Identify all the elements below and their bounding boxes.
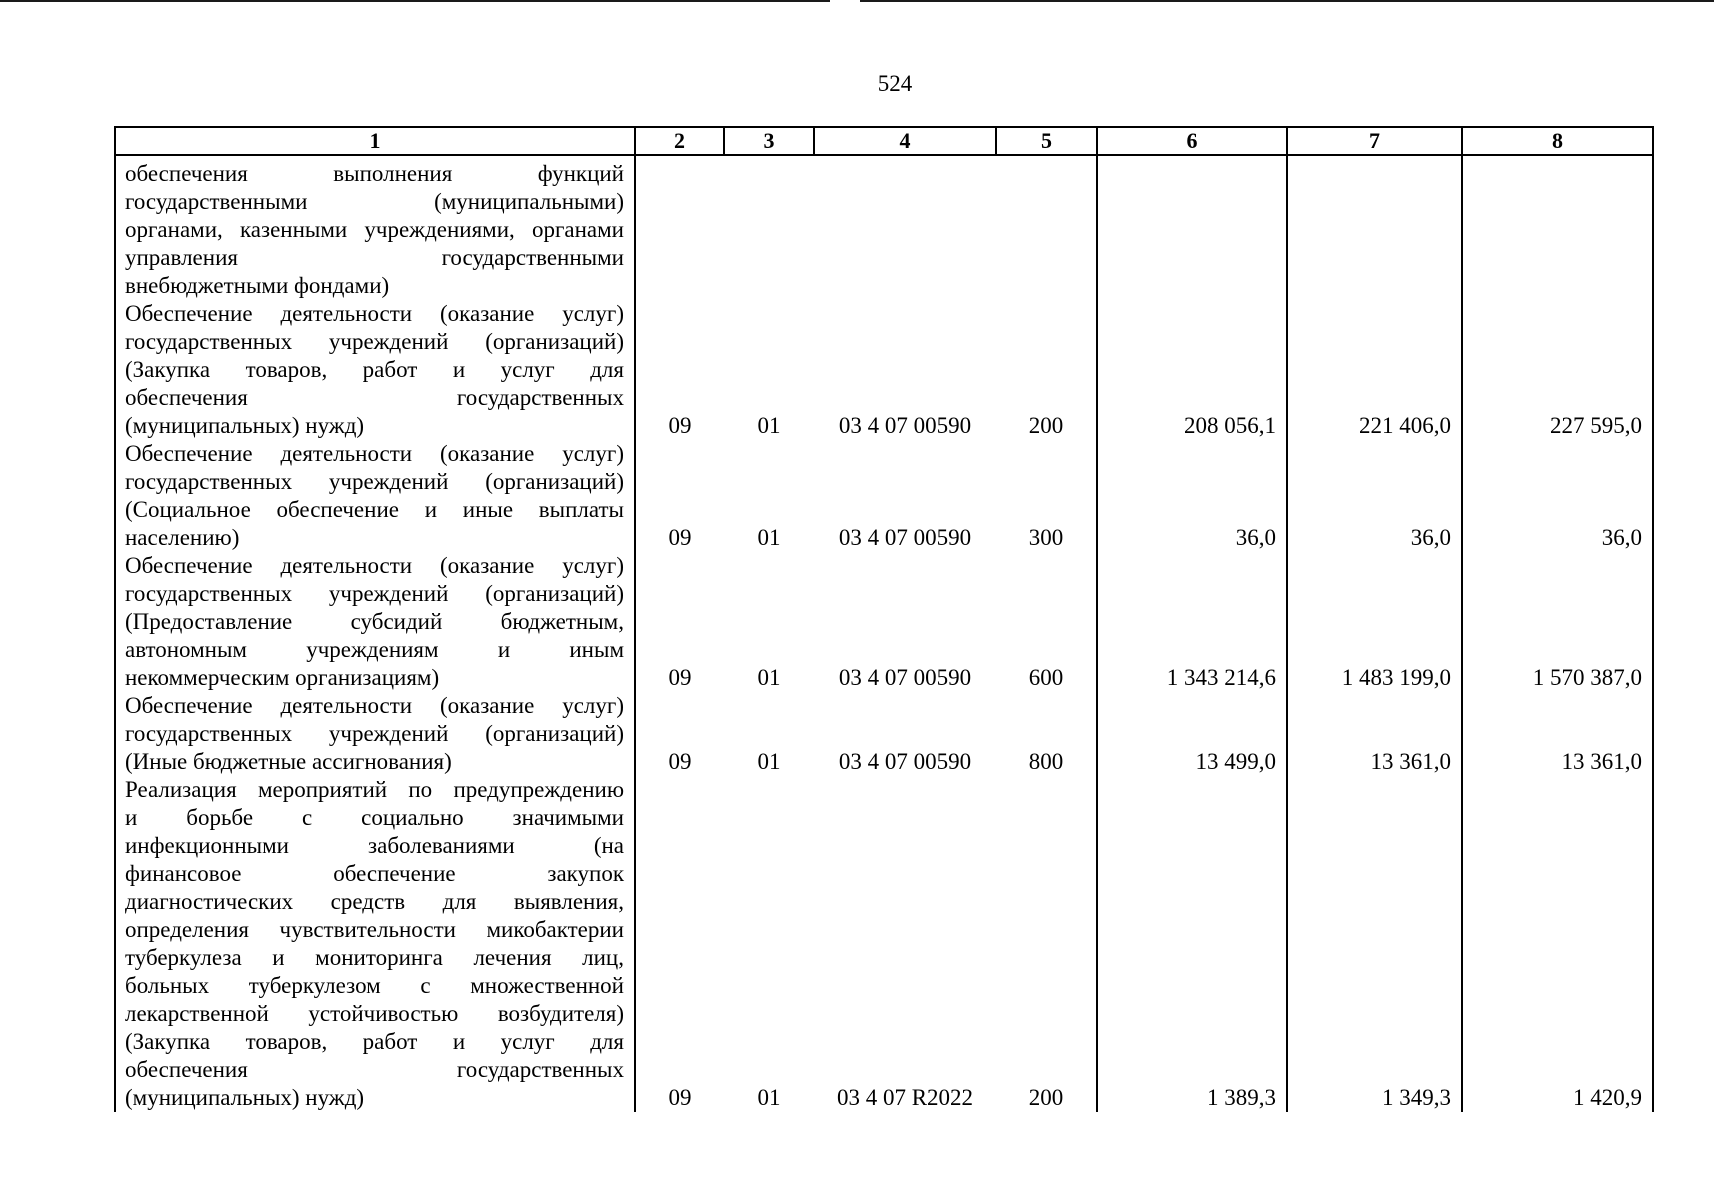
table-row (115, 155, 1653, 300)
amount-col6-cell: 208 056,1 (1097, 300, 1287, 440)
expense-name-line: внебюджетными фондами) (125, 273, 390, 298)
target-article-cell: 03 4 07 R2022 (836, 1085, 974, 1110)
table-body (115, 155, 1653, 1112)
section-code-cell: 09 (635, 552, 724, 692)
amount-col8-cell (1462, 155, 1653, 300)
expense-name-line: некоммерческим организациям) (125, 665, 440, 690)
amount-col6-cell: 13 499,0 (1097, 692, 1287, 776)
expense-name-line: обеспечения государственных (125, 1057, 624, 1082)
expense-name-line: (Социальное обеспечение и иные выплаты (125, 497, 624, 522)
expense-name-line: государственных учреждений (организаций) (125, 469, 624, 494)
expense-name-line: обеспечения выполнения функций (125, 161, 624, 186)
expense-name-line: государственных учреждений (организаций) (125, 721, 624, 746)
expense-name-line: Обеспечение деятельности (оказание услуг) (125, 301, 624, 326)
scan-top-rule-right (860, 0, 1714, 2)
header-row (115, 127, 1653, 155)
amount-col8-cell: 1 570 387,0 (1462, 552, 1653, 692)
table-row (115, 776, 1653, 1112)
amount-col7-cell: 1 483 199,0 (1287, 552, 1462, 692)
target-article-cell: 03 4 07 00590 (838, 749, 972, 774)
subsection-code-cell: 01 (757, 525, 781, 550)
section-code-cell (635, 155, 724, 300)
expense-type-cell: 200 (996, 776, 1097, 1112)
subsection-code-cell: 01 (757, 413, 781, 438)
expense-name-line: (муниципальных) нужд) (125, 413, 365, 438)
target-article-cell: 03 4 07 00590 (838, 665, 972, 690)
expense-name-line: государственных учреждений (организаций) (125, 329, 624, 354)
expense-name-cell (115, 552, 635, 692)
expense-name-cell (115, 155, 635, 300)
expense-name-line: Обеспечение деятельности (оказание услуг) (125, 693, 624, 718)
expense-name-line: больных туберкулезом с множественной (125, 973, 624, 998)
table-row (115, 300, 1653, 440)
column-header-3: 3 (724, 127, 814, 155)
amount-col7-cell: 221 406,0 (1287, 300, 1462, 440)
table-row (115, 440, 1653, 552)
column-header-1: 1 (115, 127, 635, 155)
target-article-cell (814, 155, 996, 300)
section-code-cell: 09 (635, 300, 724, 440)
column-header-7: 7 (1287, 127, 1462, 155)
expense-name-line: государственных учреждений (организаций) (125, 581, 624, 606)
amount-col8-cell: 1 420,9 (1462, 776, 1653, 1112)
amount-col7-cell: 13 361,0 (1287, 692, 1462, 776)
amount-col8-cell: 227 595,0 (1462, 300, 1653, 440)
expense-type-cell (996, 155, 1097, 300)
expense-name-line: (Закупка товаров, работ и услуг для (125, 357, 624, 382)
expense-name-line: автономным учреждениям и иным (125, 637, 624, 662)
amount-col7-cell (1287, 155, 1462, 300)
amount-col7-cell: 36,0 (1287, 440, 1462, 552)
expense-type-cell: 300 (996, 440, 1097, 552)
expense-type-cell: 800 (996, 692, 1097, 776)
expense-name-line: органами, казенными учреждениями, органами (125, 217, 624, 242)
expense-name-line: государственными (муниципальными) (125, 189, 624, 214)
expense-name-line: (муниципальных) нужд) (125, 1085, 365, 1110)
expense-name-line: диагностических средств для выявления, (125, 889, 624, 914)
expense-name-cell (115, 776, 635, 1112)
column-header-8: 8 (1462, 127, 1653, 155)
expense-name-line: (Предоставление субсидий бюджетным, (125, 609, 624, 634)
expense-name-line: лекарственной устойчивостью возбудителя) (125, 1001, 624, 1026)
budget-table (114, 126, 1654, 1112)
subsection-code-cell: 01 (757, 665, 781, 690)
amount-col6-cell (1097, 155, 1287, 300)
expense-name-line: управления государственными (125, 245, 624, 270)
subsection-code-cell: 01 (757, 1085, 781, 1110)
section-code-cell: 09 (635, 440, 724, 552)
expense-name-cell (115, 692, 635, 776)
expense-name-line: обеспечения государственных (125, 385, 624, 410)
table-row (115, 692, 1653, 776)
expense-name-cell (115, 440, 635, 552)
column-header-5: 5 (996, 127, 1097, 155)
amount-col6-cell: 1 389,3 (1097, 776, 1287, 1112)
expense-name-line: финансовое обеспечение закупок (125, 861, 624, 886)
expense-name-cell (115, 300, 635, 440)
column-header-6: 6 (1097, 127, 1287, 155)
expense-name-line: (Иные бюджетные ассигнования) (125, 749, 452, 774)
expense-name-line: Обеспечение деятельности (оказание услуг) (125, 553, 624, 578)
expense-name-line: Обеспечение деятельности (оказание услуг) (125, 441, 624, 466)
subsection-code-cell: 01 (757, 749, 781, 774)
subsection-code-cell (724, 155, 814, 300)
amount-col6-cell: 1 343 214,6 (1097, 552, 1287, 692)
page-number: 524 (877, 71, 913, 96)
section-code-cell: 09 (635, 692, 724, 776)
column-header-4: 4 (814, 127, 996, 155)
expense-name-line: и борьбе с социально значимыми (125, 805, 624, 830)
expense-name-line: населению) (125, 525, 240, 550)
amount-col6-cell: 36,0 (1097, 440, 1287, 552)
scan-top-rule-left (0, 0, 830, 2)
amount-col7-cell: 1 349,3 (1287, 776, 1462, 1112)
expense-name-line: туберкулеза и мониторинга лечения лиц, (125, 945, 624, 970)
expense-type-cell: 200 (996, 300, 1097, 440)
expense-name-line: определения чувствительности микобактерии (125, 917, 624, 942)
target-article-cell: 03 4 07 00590 (838, 525, 972, 550)
table-row (115, 552, 1653, 692)
expense-type-cell: 600 (996, 552, 1097, 692)
amount-col8-cell: 13 361,0 (1462, 692, 1653, 776)
target-article-cell: 03 4 07 00590 (838, 413, 972, 438)
expense-name-line: Реализация мероприятий по предупреждению (125, 777, 624, 802)
amount-col8-cell: 36,0 (1462, 440, 1653, 552)
expense-name-line: инфекционными заболеваниями (на (125, 833, 624, 858)
column-header-2: 2 (635, 127, 724, 155)
section-code-cell: 09 (635, 776, 724, 1112)
expense-name-line: (Закупка товаров, работ и услуг для (125, 1029, 624, 1054)
